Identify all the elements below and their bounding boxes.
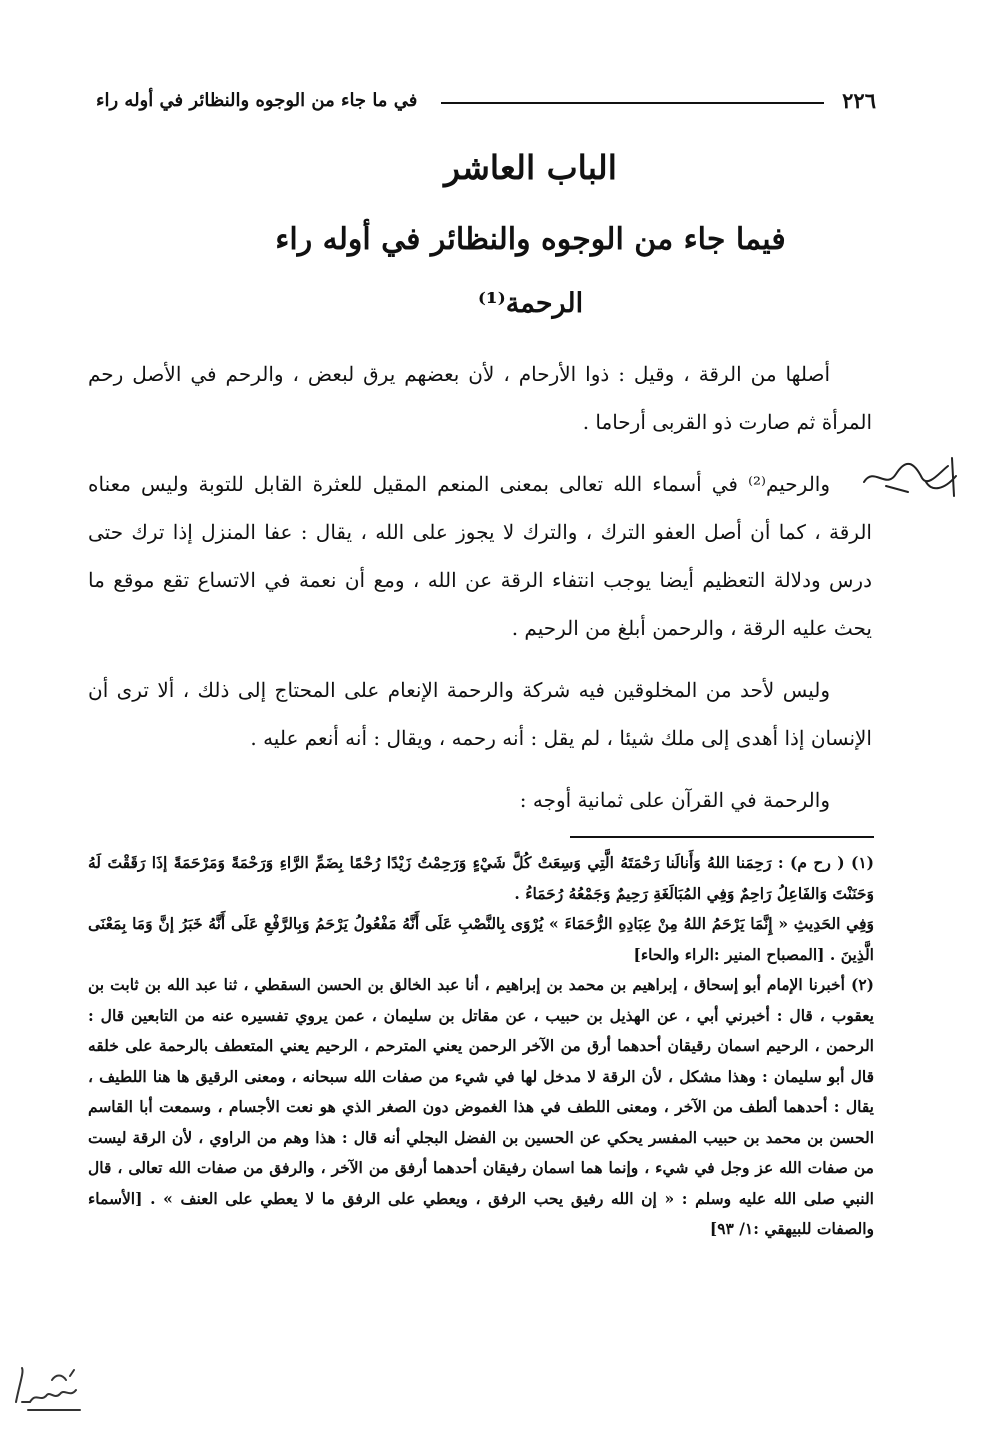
body-text [88, 350, 872, 838]
header-rule [441, 102, 824, 104]
paragraph-4: والرحمة في القرآن على ثمانية أوجه : [519, 788, 830, 812]
footnote-1: (١) ( رح م) : رَحِمَنا اللهُ وَأَنالَنا رَحْمَتَهُ الَّتِي وَسِعَتْ كُلَّ شَيْءٍ وَرَحِمْتُ زَيْدًا رُحْمًا بِضَمِّ الرَّاءِ وَرَحْمَةً وَمَرْحَمَةً إذَا رَقَقْتَ لَهُ وَحَنَنْتَ وَالفَاعِلُ رَاحِمٌ وَفِي المُبَالَغَةِ رَحِيمٌ وَجَمْعُهُ رُحَمَاءُ . [88, 853, 874, 903]
chapter-subtitle: فيما جاء من الوجوه والنظائر في أوله راء [275, 222, 786, 257]
paragraph-2: والرحيم⁽²⁾ في أسماء الله تعالى بمعنى المنعم المقيل للعثرة القابل للتوبة وليس معناه الرقة ، كما أن أصل العفو الترك ، والترك لا يجوز على الله ، يقال : عفا المنزل إذا ترك حتى درس ودلالة التعظيم أيضا يوجب انتفاء الرقة عن الله ، ومع أن نعمة في الاتساع تقع موقع ما يحث عليه الرقة ، والرحمن أبلغ من الرحيم . [88, 472, 872, 640]
paragraph-1: أصلها من الرقة ، وقيل : ذوا الأرحام ، لأن بعضهم يرق لبعض ، والرحم في الأصل رحم المرأة ثم صارت ذو القربى أرحاما . [88, 362, 872, 434]
footnotes [88, 848, 874, 1245]
footnote-1-continued: وَفِي الحَدِيثِ « إِنَّمَا يَرْحَمُ اللهُ مِنْ عِبَادِهِ الرُّحَمَاءَ » يُرْوَى بِالنَّصْبِ عَلَى أَنَّهُ مَفْعُولُ يَرْحَمُ وَبِالرَّفْعِ عَلَى أَنَّهُ خَبَرُ إنَّ وَمَا بِمَعْنَى الَّذِينَ . [المصباح المنير :الراء والحاء] [88, 914, 874, 964]
running-header [96, 88, 876, 118]
handwritten-margin-note [856, 452, 966, 502]
footnote-rule [570, 836, 874, 838]
footnote-2: (٢) أخبرنا الإمام أبو إسحاق ، إبراهيم بن محمد بن إبراهيم ، أنا عبد الخالق بن الحسن السقطي ، ثنا عبد الله بن ثابت بن يعقوب ، قال : أخبرني أبي ، عن الهذيل بن حبيب ، عن مقاتل بن سليمان ، عمن يروي تفسيره عنه من التابعين قال : الرحمن ، الرحيم اسمان رقيقان أحدهما أرق من الآخر الرحمن يعني المترحم ، الرحيم يعني المتعطف بالرحمة على خلقه قال أبو سليمان : وهذا مشكل ، لأن الرقة لا مدخل لها في شيء من صفات الله سبحانه ، ومعنى الرقيق ها هنا اللطيف ، يقال : أحدهما ألطف من الآخر ، ومعنى اللطف في هذا الغموض دون الصغر الذي هو نعت الأجسام ، وسمعت أبا القاسم الحسن بن محمد بن حبيب المفسر يحكي عن الحسين بن الفضل البجلي أنه قال : هذا وهم من الراوي ، لأن الرقة ليست من صفات الله عز وجل في شيء ، وإنما هما اسمان رفيقان أحدهما أرفق من الآخر ، والرفق من صفات الله تعالى ، قال النبي صلى الله عليه وسلم : « إن الله رفيق يحب الرفق ، ويعطي على الرفق ما لا يعطي على العنف » . [الأسماء والصفات للبيهقي :١/ ٩٣] [88, 975, 874, 1238]
library-stamp-logo [10, 1362, 88, 1420]
running-title: في ما جاء من الوجوه والنظائر في أوله راء [96, 90, 418, 111]
chapter-title: الباب العاشر [444, 148, 617, 187]
section-heading: الرحمة⁽¹⁾ [477, 288, 584, 319]
page-number: ٢٢٦ [842, 88, 876, 113]
paragraph-3: وليس لأحد من المخلوقين فيه شركة والرحمة الإنعام على المحتاج إلى ذلك ، ألا ترى أن الإنسان إذا أهدى إلى ملك شيئا ، لم يقل : أنه رحمه ، ويقال : أنه أنعم عليه . [88, 678, 872, 750]
